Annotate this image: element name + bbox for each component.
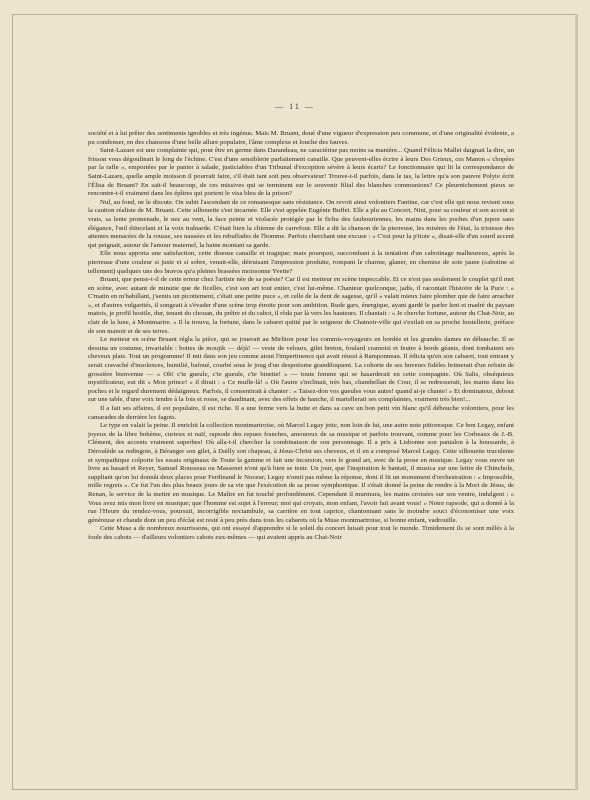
paragraph: Nul, au fond, ne le discute. On subit l'ascendant de ce romanesque sans résistance. On revoit ainsi volontiers Fantine, car c'est elle qui nous revient sous la caution réaliste de M. Bruant. Cette silhouette s'est incarnée. Elle s'est appelée Eugénie Buffet. Elle a plu au Concert, Nini, pour sa couleur et son accent si vrais, sa lente promenade, le nez au vent, la face peinte et violacée protégée par le fichu des faubouriennes, les mains dans les poches d'un jupon sans élégance, l'œil étincelant et la voix traînarde. C'était bien la chienne de carrefour. Elle a dit la chanson de la pierreuse, les misères de l'état, la tristesse des attentes menacées de la rousse, ses nausées et les rebuffades de l'homme. Parfois cherchant une excuse : « C'est pour la p'tiote », disait-elle d'un sourd accent qui peignait, autour de l'amour maternel, la haine montant sa garde.	[88, 198, 514, 249]
binding-edge	[575, 14, 578, 790]
page-number: — 11 —	[275, 102, 315, 111]
paragraph: Le metteur en scène Bruant régla la pièce, qui se jouerait au Mirliton pour les commis-voyageurs en bordée et les grandes dames en débauche. Il se dessina un costume, invariable : bottes de moujik — déjà! — veste de velours, gilet breton, foulard cramoisi et feutre à bords géants, dont tombaient ses cheveux plats. Tout un programme! Il mit dans son jeu comme atout l'impertinence qui avait réussi à Ramponneau. Il édicta qu'en son cabaret, tout entrant y serait cravaché d'insolences, humilié, bafoué, courbé sous le joug d'un despotisme grandiloquent. La cohorte de ses buveurs fidèles brimerait d'un refrain de grossière bienvenue — « Oh! c'te gueule, c'te gueule, c'te binette! » — toute femme qui se hasarderait en cette compagnie. Où Salis, obséquieux mystificateur, eut dit « Mon prince! » il dirait : « Ce mufle-là! » Où l'autre s'inclinait, très bas, chambellan de Cour, il se redresserait, les mains dans les poches et le regard durement dédaigneux. Parfois, il consentirait à chanter : « Taisez-don vos gueules vous autes! quand ai-je chante! » Et dominateur, debout sur une table, d'une voix tendre à la fois et rosse, se dandinant, avec des effets de hanche, il martellerait ses complaintes, vraiment très bien!...	[88, 336, 514, 404]
body-text	[88, 130, 514, 543]
paragraph: Le type en valait la peine. Il enrichit la collection montmartroise, où Marcel Legay jette, non loin de lui, une autre note pittoresque. Ce bon Legay, enfant joyeux de la libre bohème, curieux et naïf, rapsode des repues franches, amoureux de sa musique et parfois trouvant, comme pour les Corbeaux de J.-B. Clément, des accents vraiment superbes! Où alla-t-il chercher la combinaison de son personnage. Il a pris à Lisbonne son pantalon à la houssarde, à Déroulède sa redingote, à Béranger son gilet, à Dailly son chapeau, à Jésus-Christ ses cheveux, et il en a composé Marcel Legay. Cette silhouette truculente et sympathique colporte les essais originaux de Toute la gamme et fait une incursion, vers le grand art, avec de la prose en musique. Legay vous ouvre un livre au hasard et Reyer, Samuel Rousseau ou Massenet n'ont qu'à bien se tenir. Un jour, que l'inspiration le hantait, il musica sur une lettre de Chinchole, suppliant qu'on lui donnât deux places pour Ferdinand le Noceur; Legay n'omit pas même la réponse, dont il fit un monument d'orchestration : « Impossible, mille regrets ». Ce fut l'un des plus beaux jours de sa vie que l'exécution de sa prose symphonique. Il s'était donné la peine de rendre à la Mort de Jésus, de Renan, le service de la mettre en musique. Le Maître en fut touché profondément. Cependant il murmura, les mains croisées sur son ventre, indulgent : « Vous avez mis mon livre en musique; que l'homme est sujet à l'erreur; moi qui croyais, mon enfant, l'avoir fait avant vous! » Notre rapsode, qui a donné à la rue l'Heure du rendez-vous, poursuit, incorrigible noctambule, sa carrière en tout caprice, chantonnant sans le moindre souci d'économiser une voix généreuse et chaude dont un peu d'éclat est resté à peu près dans tous les cabarets où la Muse montmartroise, si bonne enfant, vadrouille.	[88, 422, 514, 524]
paragraph: Saint-Lazare est une complainte qui, pour être en germe dans Darandeau, ne caractérise pas moins sa manière... Quand Félicia Mallet daignait la dire, un frisson vous dégoulinait le long de l'échine. C'est d'une sensiblerie parfaitement canaille. Que peuvent-elles écrire à leurs Des Grieux, ces Manon « chopées par la rafle », emportées par le panier à salade, justiciables d'un Tribunal d'exception sévère à leurs écarts? Le fonctionnaire qui lit la correspondance de Saint-Lazare, quelle ample moisson il pourrait faire, s'il était tant soit peu observateur! Trouve-t-il parfois, dans le tas, la lettre qu'a son pauvre Polyte écrit l'Élisa de Bruant? En sait-il beaucoup, de ces missives qui se terminent sur le souvenir filial des blanches communions? Ce pleurnichement pieux se rencontre-t-il vraiment dans les épîtres qui portent le visa bleu de la prison?	[88, 147, 514, 198]
paragraph: Cette Muse a de nombreux nourrissons, qui ont essayé d'apprendre si le soleil du concert luisait pour tout le monde. Timidement ils se sont mêlés à la foule des cabots — d'ailleurs volontiers cabots eux-mêmes — qui avaient appris au Chat-Noir	[88, 525, 514, 541]
paragraph: Il a fait ses affaires, il est populaire, il est riche. Il a une ferme vers la butte et dans sa cave un bon petit vin blanc qu'il débouche volontiers, pour les camarades de derrière les fagots.	[88, 405, 514, 421]
paragraph: société et à lui prêter des sentiments ignobles et très ingénus. Mais M. Bruant, doué d'une vigueur d'expression peu commune, et d'une originalité évidente, a pu condenser, en des chansons d'une belle allure populaire, l'âme complexe et louche des fauves.	[88, 130, 514, 146]
paragraph: Elle nous apporta une satisfaction, cette diseuse canaille et tragique; mais pourquoi, succombant à la tentation d'un cabotinage malheureux, après la pierreuse d'une couleur si juste et si sobre, venait-elle, détruisant l'impression produite, rompant le charme, glaner, en chemise de soie jaune (cabotine si tellement) quelques uns des bravos qu'a pleines brassées moissonne Yvette?	[88, 250, 514, 275]
paragraph: Bruant, que pense-t-il de cette erreur chez l'artiste née de sa poésie? Car il est metteur en scène impeccable. Et ce n'est pas seulement le couplet qu'il met en scène, avec autant de minutie que de ficelles, c'est son art tout entier, c'est lui-même. Chanteur quelconque, jadis, il racontait l'histoire de la Puce : « C'matin en m'habillant, j'sentis un picottement, c'était une petite puce », et celle de la dent de sagesse, qu'il « valait mieux faire plomber que de faire arracher », et d'autres vulgarités, il songeait à s'évader d'une scène trop étroite pour son ambition. Rude gars, énergique, ayant gardé le parler lent et madré du paysan matois, je profil hostile, dur, tenant du chouan, du prêtre et du cabot, il rôda par là vers les hauteurs. Il chantait : « Je cherche fortune, autour du Chat-Noir, au clair de la lune, à Montmartre. » Il la trouva, la fortune, dans le cabaret quitté par le seigneur de Chatnoir-ville qui s'exilait en sa proche hostellerie, préface de son manoir et de ses terres.	[88, 276, 514, 335]
